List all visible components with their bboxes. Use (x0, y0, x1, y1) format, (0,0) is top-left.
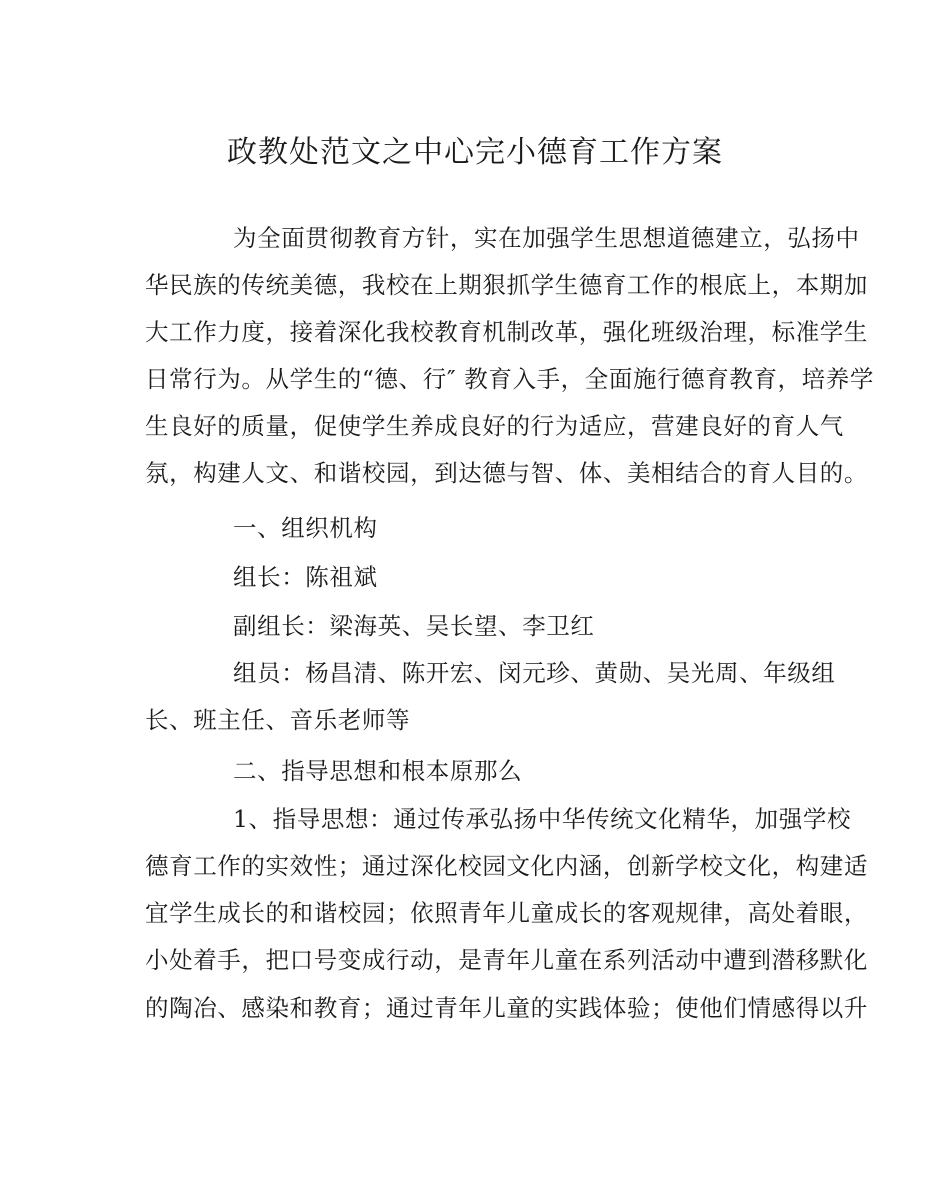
guiding-line-2: 德育工作的实效性；通过深化校园文化内涵，创新学校文化，构建适 (145, 852, 868, 880)
section2-heading: 二、指导思想和根本原那么 (233, 757, 523, 785)
intro-line-5: 生良好的质量，促使学生养成良好的行为适应，营建良好的育人气 (145, 412, 844, 440)
members-line-1: 组员：杨昌清、陈开宏、闵元珍、黄勋、吴光周、年级组 (233, 659, 836, 687)
members-line-2: 长、班主任、音乐老师等 (145, 706, 411, 734)
intro-line-6: 氛，构建人文、和谐校园，到达德与智、体、美相结合的育人目的。 (145, 459, 868, 487)
leader-line: 组长：陈祖斌 (233, 563, 378, 591)
intro-line-3: 大工作力度，接着深化我校教育机制改革，强化班级治理，标准学生 (145, 318, 868, 346)
document-title: 政教处范文之中心完小德育工作方案 (227, 135, 723, 170)
intro-line-4: 日常行为。从学生的“德、行″ 教育入手，全面施行德育教育，培养学 (145, 365, 874, 393)
intro-line-2: 华民族的传统美德，我校在上期狠抓学生德育工作的根底上，本期加 (145, 271, 868, 299)
section1-heading: 一、组织机构 (233, 514, 378, 542)
vice-leaders-line: 副组长：梁海英、吴长望、李卫红 (233, 612, 595, 640)
guiding-line-4: 小处着手，把口号变成行动，是青年儿童在系列活动中遭到潜移默化 (145, 946, 868, 974)
guiding-line-1: 1、指导思想：通过传承弘扬中华传统文化精华，加强学校 (233, 805, 852, 833)
intro-line-1: 为全面贯彻教育方针，实在加强学生思想道德建立，弘扬中 (233, 224, 860, 252)
guiding-line-3: 宜学生成长的和谐校园；依照青年儿童成长的客观规律，高处着眼， (145, 899, 868, 927)
guiding-line-5: 的陶冶、感染和教育；通过青年儿童的实践体验；使他们情感得以升 (145, 994, 868, 1022)
